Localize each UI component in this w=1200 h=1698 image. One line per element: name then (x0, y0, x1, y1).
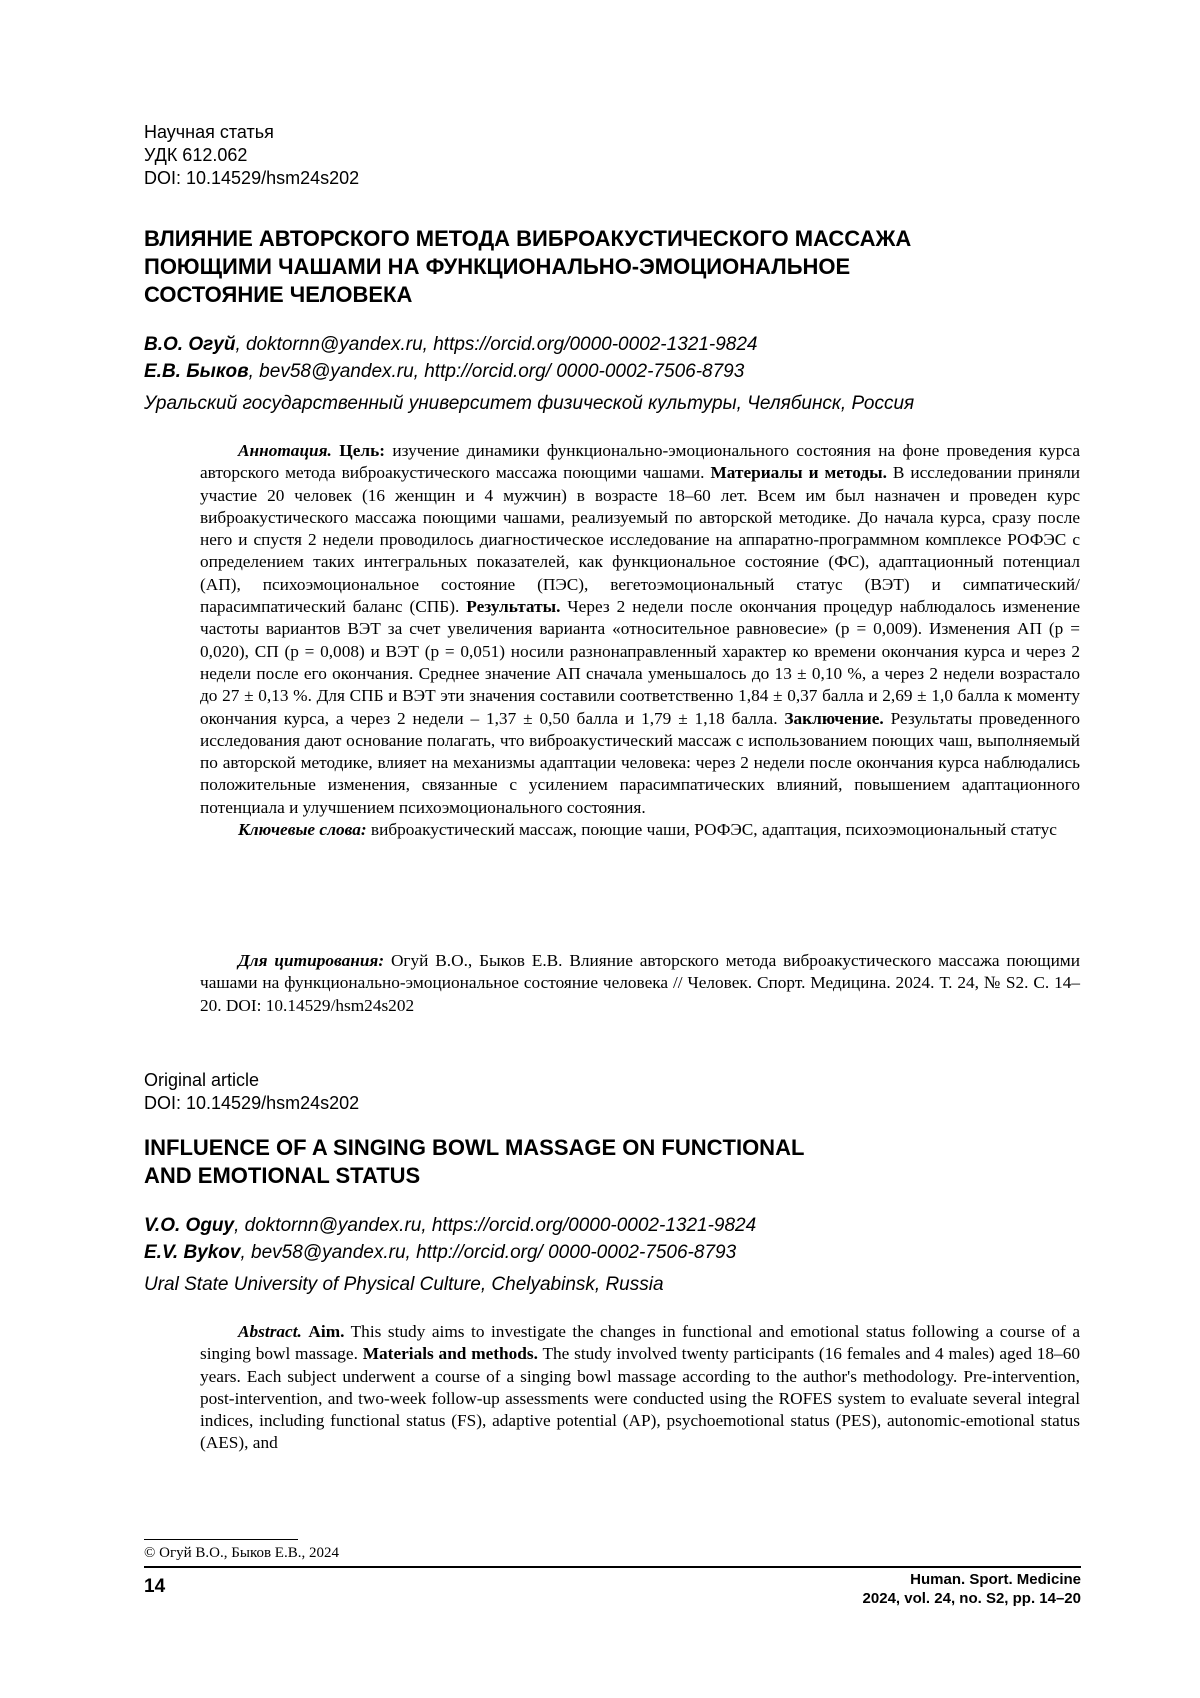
en-affiliation: Ural State University of Physical Culture, Chelyabinsk, Russia (144, 1271, 1064, 1298)
ru-author-1 (144, 331, 1064, 358)
ru-keywords (200, 819, 1080, 841)
footnote-divider (144, 1539, 298, 1540)
ru-udc: УДК 612.062 (144, 144, 359, 167)
ru-keywords-label: Ключевые слова: (238, 820, 367, 839)
ru-conclusion-label: Заключение. (784, 709, 883, 728)
ru-affiliation: Уральский государственный университет физической культуры, Челябинск, Россия (144, 390, 1064, 417)
ru-citation-label: Для цитирования: (238, 951, 384, 970)
ru-keywords-text: виброакустический массаж, поющие чаши, РОФЭС, адаптация, психоэмоциональный статус (367, 820, 1057, 839)
en-doi: DOI: 10.14529/hsm24s202 (144, 1092, 359, 1115)
en-methods-text: The study involved twenty participants (16 females and 4 males) aged 18–60 years. Each subject underwent a course of a singing bowl massage according to the author's methodology. Pre-intervention, post-intervention, and two-week follow-up assessments were conducted using the ROFES system to evaluate several integral indices, including functional status (FS), adaptive potential (AP), psychoemotional status (PES), autonomic-emotional status (AES), and (200, 1344, 1080, 1452)
en-authors (144, 1212, 1064, 1298)
ru-authors (144, 331, 1064, 417)
ru-aim-text: изучение динамики функционально-эмоционального состояния на фоне проведения курса авторского метода виброакустического массажа поющими чашами. (200, 441, 1080, 482)
ru-author-details: , bev58@yandex.ru, http://orcid.org/ 0000-0002-7506-8793 (249, 361, 745, 382)
ru-results-label: Результаты. (466, 597, 560, 616)
ru-methods-label: Материалы и методы. (710, 463, 886, 482)
en-author-name: E.V. Bykov (144, 1242, 240, 1263)
ru-title-line: ПОЮЩИМИ ЧАШАМИ НА ФУНКЦИОНАЛЬНО-ЭМОЦИОНАЛЬНОЕ (144, 253, 1064, 281)
page (0, 0, 1200, 1698)
ru-aim-label: Цель: (339, 441, 385, 460)
journal-issue: 2024, vol. 24, no. S2, pp. 14–20 (863, 1589, 1081, 1608)
ru-citation-paragraph (200, 950, 1080, 1017)
journal-info (863, 1570, 1081, 1608)
copyright-footnote: © Огуй В.О., Быков Е.В., 2024 (144, 1543, 339, 1563)
ru-methods-text: В исследовании приняли участие 20 человек (16 женщин и 4 мужчин) в возрасте 18–60 лет. Всем им был назначен и проведен курс виброакустического массажа поющими чашами, реализуемый по авторской методике. До начала курса, сразу после него и спустя 2 недели проводилось диагностическое исследование на аппаратно-программном комплексе РОФЭС с определением таких интегральных показателей, как функциональное состояние (ФС), адаптационный потенциал (АП), психоэмоциональное состояние (ПЭС), вегетоэмоциональный статус (ВЭТ) и симпатический/парасимпатический баланс (СПБ). (200, 463, 1080, 616)
ru-citation (200, 950, 1080, 1017)
ru-results-text: Через 2 недели после окончания процедур наблюдалось изменение частоты вариантов ВЭТ за счет увеличения варианта «относительное равновесие» (p = 0,009). Изменения АП (p = 0,020), СП (p = 0,008) и ВЭТ (p = 0,051) носили разнонаправленный характер ко времени окончания курса и через 2 недели после его окончания. Среднее значение АП сначала уменьшалось до 13 ± 0,10 %, а через 2 недели возрастало до 27 ± 0,13 %. Для СПБ и ВЭТ эти значения составили соответственно 1,84 ± 0,37 балла и 2,69 ± 1,0 балла к моменту окончания курса, а через 2 недели – 1,37 ± 0,50 балла и 1,79 ± 1,18 балла. (200, 597, 1080, 727)
en-abstract (200, 1321, 1080, 1455)
en-aim-text: This study aims to investigate the changes in functional and emotional status following a course of a singing bowl massage. (200, 1322, 1080, 1363)
en-title (144, 1134, 1064, 1190)
ru-citation-text: Огуй В.О., Быков Е.В. Влияние авторского метода виброакустического массажа поющими чашами на функционально-эмоциональное состояние человека // Человек. Спорт. Медицина. 2024. Т. 24, № S2. С. 14–20. DOI: 10.14529/hsm24s202 (200, 951, 1080, 1015)
en-author-name: V.O. Oguy (144, 1215, 234, 1236)
ru-abstract (200, 440, 1080, 841)
ru-article-type: Научная статья (144, 121, 359, 144)
page-number: 14 (144, 1576, 165, 1598)
ru-author-name: В.О. Огуй (144, 334, 235, 355)
en-article-type: Original article (144, 1069, 359, 1092)
ru-author-details: , doktornn@yandex.ru, https://orcid.org/0000-0002-1321-9824 (235, 334, 757, 355)
ru-meta (144, 121, 359, 190)
ru-title-line: ВЛИЯНИЕ АВТОРСКОГО МЕТОДА ВИБРОАКУСТИЧЕСКОГО МАССАЖА (144, 225, 1064, 253)
footer-divider (144, 1566, 1081, 1568)
en-methods-label: Materials and methods. (363, 1344, 538, 1363)
ru-title-line: СОСТОЯНИЕ ЧЕЛОВЕКА (144, 281, 1064, 309)
en-abstract-paragraph (200, 1321, 1080, 1455)
en-abstract-label: Abstract. (238, 1322, 302, 1341)
en-aim-label: Aim. (308, 1322, 344, 1341)
ru-abstract-label: Аннотация. (238, 441, 332, 460)
ru-author-2 (144, 358, 1064, 385)
en-author-details: , bev58@yandex.ru, http://orcid.org/ 0000-0002-7506-8793 (240, 1242, 736, 1263)
en-author-2 (144, 1239, 1064, 1266)
ru-abstract-paragraph (200, 440, 1080, 819)
en-author-1 (144, 1212, 1064, 1239)
en-author-details: , doktornn@yandex.ru, https://orcid.org/0000-0002-1321-9824 (234, 1215, 756, 1236)
en-title-line: INFLUENCE OF A SINGING BOWL MASSAGE ON FUNCTIONAL (144, 1134, 1064, 1162)
en-title-line: AND EMOTIONAL STATUS (144, 1162, 1064, 1190)
ru-author-name: Е.В. Быков (144, 361, 249, 382)
ru-title (144, 225, 1064, 309)
ru-doi: DOI: 10.14529/hsm24s202 (144, 167, 359, 190)
journal-name: Human. Sport. Medicine (863, 1570, 1081, 1589)
ru-conclusion-text: Результаты проведенного исследования дают основание полагать, что виброакустический массаж с использованием поющих чаш, выполняемый по авторской методике, влияет на механизмы адаптации человека: через 2 недели после окончания курса наблюдались положительные изменения, связанные с усилением парасимпатических влияний, повышением адаптационного потенциала и улучшением психоэмоционального состояния. (200, 709, 1080, 817)
en-meta (144, 1069, 359, 1115)
